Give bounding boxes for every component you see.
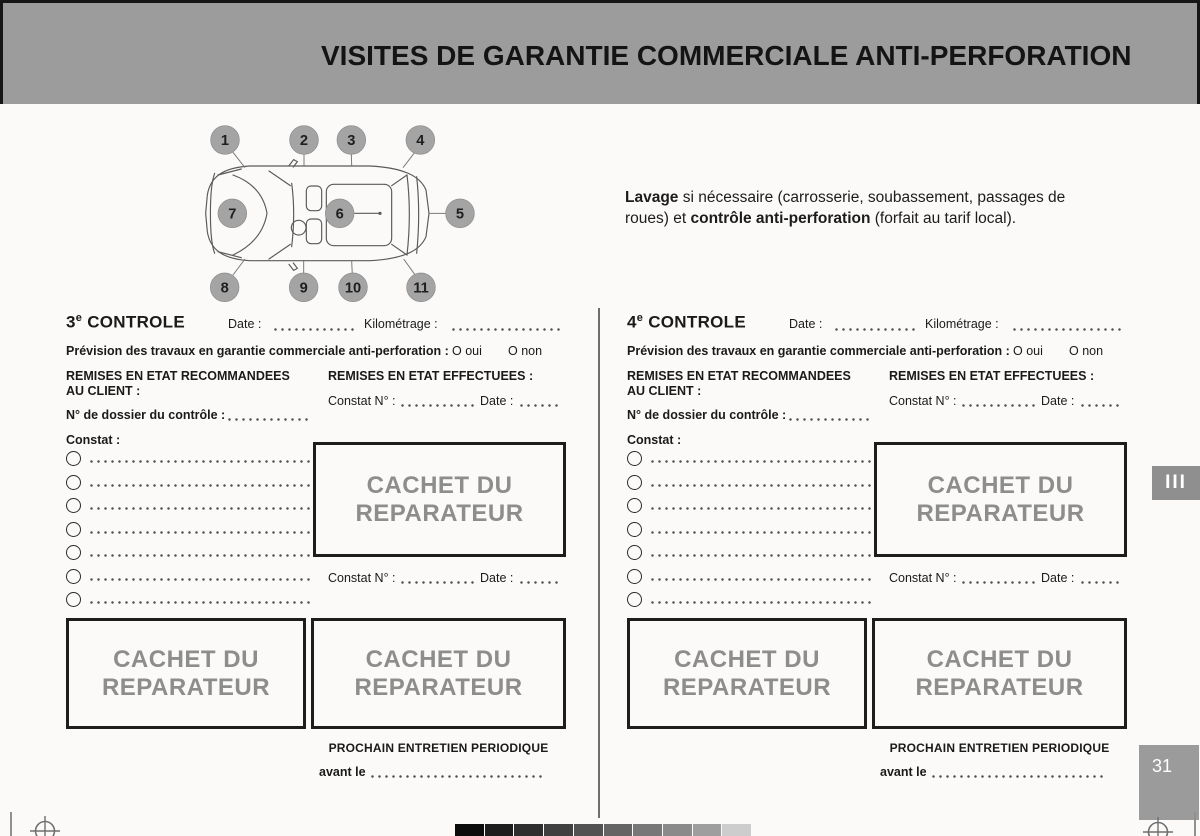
svg-text:2: 2 (299, 133, 309, 149)
grayscale-cell (485, 824, 514, 836)
kilometrage-label: Kilométrage : (925, 317, 999, 331)
constat-checkbox (627, 592, 642, 607)
constat-row (66, 592, 310, 607)
constat-checkbox (66, 522, 81, 537)
dotted-line (88, 577, 310, 582)
callout-4 (406, 126, 435, 155)
callout-11 (407, 273, 436, 302)
dotted-line (369, 774, 546, 779)
constat-row (627, 545, 871, 560)
leader-11 (404, 259, 416, 276)
constat-checkbox (66, 451, 81, 466)
constat-row (66, 522, 310, 537)
constat-checkbox (66, 498, 81, 513)
dotted-line (649, 483, 871, 488)
constat-row (627, 451, 871, 466)
svg-text:4: 4 (416, 133, 425, 149)
svg-text:11: 11 (413, 280, 429, 297)
constat-checkbox (66, 569, 81, 584)
dotted-line (1079, 580, 1123, 585)
constat-checkbox (66, 475, 81, 490)
avant-le-label: avant le (319, 765, 366, 779)
registration-tick-right (1194, 812, 1196, 836)
callout-7 (218, 199, 247, 228)
dotted-line (399, 580, 475, 585)
date-label: Date : (228, 317, 262, 331)
control-section-3 (66, 308, 568, 794)
svg-text:1: 1 (220, 133, 230, 149)
dotted-line (787, 417, 871, 422)
dotted-line (88, 553, 310, 558)
dotted-line (1011, 327, 1123, 332)
dotted-line (649, 530, 871, 535)
dossier-label: N° de dossier du contrôle : (627, 408, 787, 422)
date-label: Date : (1041, 394, 1075, 408)
constat-checkbox (627, 522, 642, 537)
svg-text:5: 5 (455, 206, 465, 223)
grayscale-cell (544, 824, 573, 836)
rear-glass-edge (407, 175, 409, 255)
dotted-line (649, 553, 871, 558)
dotted-line (88, 600, 310, 605)
callout-3 (337, 126, 366, 155)
registration-tick-left (10, 812, 12, 836)
seat-driver (306, 219, 321, 244)
grayscale-cell (574, 824, 603, 836)
dotted-line (649, 506, 871, 511)
oui-option: O oui (452, 344, 482, 358)
constat-n-label: Constat N° : (889, 394, 957, 408)
constat-label: Constat : (66, 433, 121, 447)
windshield-pillar-bottom (269, 244, 290, 259)
constat-n-label: Constat N° : (889, 571, 957, 585)
callout-5 (446, 199, 475, 228)
dotted-line (272, 327, 358, 332)
constat-row (66, 498, 310, 513)
grayscale-cell (455, 824, 484, 836)
constat-row (66, 569, 310, 584)
leader-1 (233, 152, 245, 167)
constat-row (627, 498, 871, 513)
section-title-4: 4e CONTROLE (627, 312, 746, 332)
constat-row (627, 475, 871, 490)
constat-row (627, 592, 871, 607)
dotted-line (1079, 403, 1123, 408)
grayscale-cell (663, 824, 692, 836)
svg-text:9: 9 (299, 280, 308, 297)
section-tab-marker: III (1152, 466, 1200, 500)
dotted-line (960, 580, 1036, 585)
wash-instruction-text: Lavage si nécessaire (carrosserie, soubassement, passages de roues) et contrôle anti-perforation (forfait au tarif local). (625, 189, 1066, 227)
constat-checkbox (627, 569, 642, 584)
dotted-line (649, 577, 871, 582)
front-bumper-line (210, 173, 214, 253)
leader-4 (403, 152, 415, 168)
remises-effectuees-heading: REMISES EN ETAT EFFECTUEES : (328, 369, 534, 383)
non-option: O non (1069, 344, 1104, 358)
repairer-stamp-box: CACHET DU REPARATEUR (66, 618, 306, 729)
grayscale-cell (604, 824, 633, 836)
svg-text:7: 7 (228, 206, 237, 223)
grayscale-cell (722, 824, 751, 836)
dotted-line (88, 530, 310, 535)
page-header-band (0, 0, 1200, 104)
seat-passenger (306, 186, 321, 211)
mirror-bottom (289, 263, 297, 270)
section-title-3: 3e CONTROLE (66, 312, 185, 332)
constat-row (66, 545, 310, 560)
rear-pillar-bottom (392, 244, 407, 255)
date-label: Date : (480, 394, 514, 408)
registration-crosshair-right (1143, 817, 1173, 836)
callout-10 (339, 273, 368, 302)
repairer-stamp-box: CACHET DU REPARATEUR (313, 442, 566, 557)
dotted-line (88, 506, 310, 511)
constat-n-label: Constat N° : (328, 394, 396, 408)
repairer-stamp-box: CACHET DU REPARATEUR (874, 442, 1127, 557)
dotted-line (833, 327, 919, 332)
svg-text:8: 8 (220, 280, 229, 297)
repairer-stamp-box: CACHET DU REPARATEUR (872, 618, 1127, 729)
grayscale-cell (633, 824, 662, 836)
rear-pillar-top (392, 175, 407, 186)
constat-row (66, 475, 310, 490)
constat-n-label: Constat N° : (328, 571, 396, 585)
callout-1 (211, 126, 240, 155)
constat-checkbox (627, 451, 642, 466)
grayscale-cell (514, 824, 543, 836)
repairer-stamp-box: CACHET DU REPARATEUR (627, 618, 867, 729)
prevision-label: Prévision des travaux en garantie commerciale anti-perforation : (66, 344, 449, 358)
svg-text:6: 6 (335, 206, 344, 223)
constat-row (627, 522, 871, 537)
dotted-line (88, 483, 310, 488)
svg-text:10: 10 (344, 280, 362, 297)
prevision-label: Prévision des travaux en garantie commerciale anti-perforation : (627, 344, 1010, 358)
dotted-line (450, 327, 562, 332)
constat-checkbox (66, 592, 81, 607)
windshield-pillar-top (269, 171, 290, 186)
dotted-line (399, 403, 475, 408)
kilometrage-label: Kilométrage : (364, 317, 438, 331)
grayscale-cell (693, 824, 722, 836)
date-label: Date : (789, 317, 823, 331)
callout6-pointer-dot (379, 212, 381, 214)
non-option: O non (508, 344, 543, 358)
constat-checkbox (627, 498, 642, 513)
remises-effectuees-heading: REMISES EN ETAT EFFECTUEES : (889, 369, 1095, 383)
constat-label: Constat : (627, 433, 682, 447)
rear-hatch-line (417, 177, 419, 254)
dotted-line (518, 403, 562, 408)
constat-checkbox (627, 545, 642, 560)
windshield-base (292, 183, 294, 246)
dossier-label: N° de dossier du contrôle : (66, 408, 226, 422)
oui-option: O oui (1013, 344, 1043, 358)
callout-9 (289, 273, 318, 302)
callout-2 (290, 126, 319, 155)
next-service-heading: PROCHAIN ENTRETIEN PERIODIQUE (889, 741, 1110, 755)
car-top-view-diagram (183, 115, 503, 315)
dotted-line (518, 580, 562, 585)
control-section-4 (627, 308, 1129, 794)
callout-8 (210, 273, 239, 302)
date-label: Date : (480, 571, 514, 585)
dotted-line (88, 459, 310, 464)
registration-crosshair-left (30, 816, 60, 836)
callout-6 (325, 199, 354, 228)
constat-checkbox (627, 475, 642, 490)
page-number-badge: 31 (1139, 745, 1199, 820)
dotted-line (649, 459, 871, 464)
page-title: VISITES DE GARANTIE COMMERCIALE ANTI-PERFORATION (321, 40, 1132, 71)
date-label: Date : (1041, 571, 1075, 585)
dotted-line (930, 774, 1107, 779)
dotted-line (649, 600, 871, 605)
next-service-heading: PROCHAIN ENTRETIEN PERIODIQUE (328, 741, 549, 755)
intro-bold-controle: contrôle anti-perforation (690, 210, 871, 227)
leader-8 (233, 259, 245, 275)
intro-bold-lavage: Lavage (625, 189, 679, 206)
dotted-line (226, 417, 310, 422)
constat-row (66, 451, 310, 466)
avant-le-label: avant le (880, 765, 927, 779)
constat-checkbox (66, 545, 81, 560)
remises-recommandees-heading: REMISES EN ETAT RECOMMANDEES AU CLIENT : (627, 369, 851, 398)
column-divider (598, 308, 600, 818)
constat-row (627, 569, 871, 584)
svg-text:3: 3 (347, 133, 356, 149)
repairer-stamp-box: CACHET DU REPARATEUR (311, 618, 566, 729)
grayscale-strip (455, 824, 752, 836)
dotted-line (960, 403, 1036, 408)
remises-recommandees-heading: REMISES EN ETAT RECOMMANDEES AU CLIENT : (66, 369, 290, 398)
